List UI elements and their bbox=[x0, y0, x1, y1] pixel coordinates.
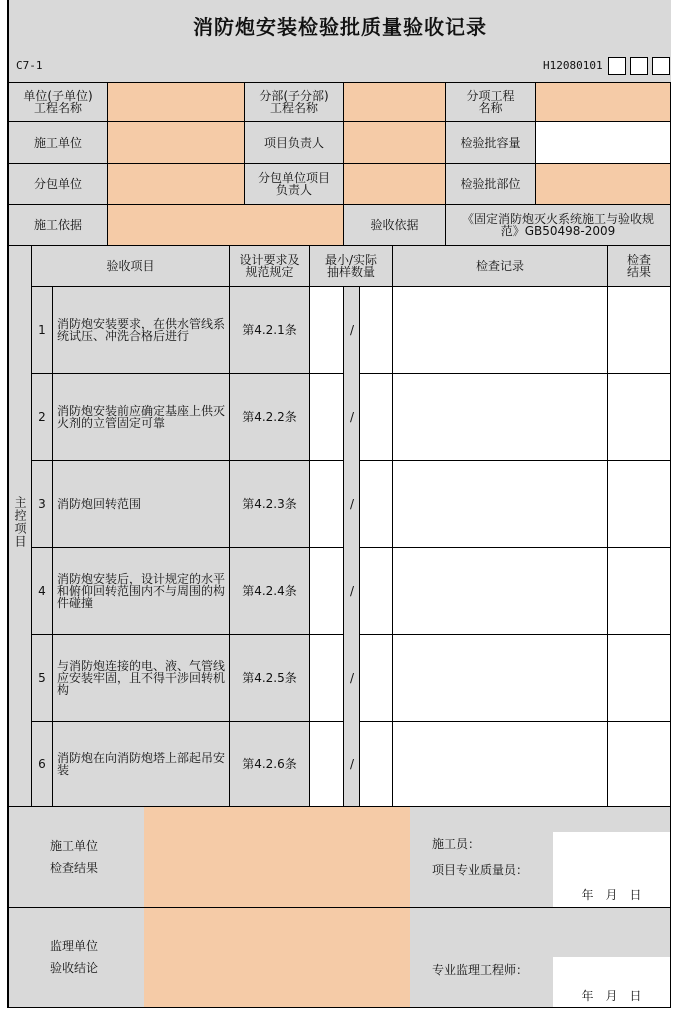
supervision-date: 年 月 日 bbox=[581, 989, 642, 1003]
category-main-control: 主控项目 bbox=[8, 245, 32, 807]
row-sample-slash: / bbox=[344, 722, 360, 806]
col-header-record: 检查记录 bbox=[392, 245, 608, 287]
col-header-sample: 最小/实际 抽样数量 bbox=[309, 245, 393, 287]
row-sample-min[interactable] bbox=[309, 460, 344, 548]
row-sample-min[interactable] bbox=[309, 286, 344, 374]
row-record[interactable] bbox=[392, 373, 608, 461]
row-record[interactable] bbox=[392, 721, 608, 807]
row-sample-min[interactable] bbox=[309, 634, 344, 722]
project-leader-input[interactable] bbox=[343, 121, 446, 164]
code-box-1[interactable] bbox=[608, 57, 626, 75]
row-sample-actual[interactable] bbox=[359, 547, 393, 635]
supervision-label-1: 监理单位 bbox=[50, 939, 99, 953]
row-record[interactable] bbox=[392, 547, 608, 635]
row-sample-actual[interactable] bbox=[359, 634, 393, 722]
sub-project-label: 分部(子分部) 工程名称 bbox=[244, 82, 344, 122]
row-result[interactable] bbox=[607, 373, 671, 461]
row-result[interactable] bbox=[607, 547, 671, 635]
supervision-engineer-label: 专业监理工程师： bbox=[432, 963, 529, 977]
construction-check-label-1: 施工单位 bbox=[50, 839, 99, 853]
project-leader-label: 项目负责人 bbox=[244, 121, 344, 164]
row-result[interactable] bbox=[607, 460, 671, 548]
row-number: 2 bbox=[31, 373, 53, 461]
row-number: 4 bbox=[31, 547, 53, 635]
construction-unit-label: 施工单位 bbox=[8, 121, 108, 164]
row-sample-min[interactable] bbox=[309, 373, 344, 461]
row-sample-actual[interactable] bbox=[359, 460, 393, 548]
subcontract-unit-label: 分包单位 bbox=[8, 163, 108, 205]
row-sample-actual[interactable] bbox=[359, 286, 393, 374]
row-item-text: 消防炮安装后，设计规定的水平和俯仰回转范围内不与周围的构件碰撞 bbox=[52, 547, 230, 635]
row-clause: 第4.2.6条 bbox=[229, 721, 310, 807]
item-project-label: 分项工程 名称 bbox=[445, 82, 536, 122]
form-code: C7-1 bbox=[16, 59, 43, 72]
batch-capacity-label: 检验批容量 bbox=[445, 121, 536, 164]
unit-project-label: 单位(子单位) 工程名称 bbox=[8, 82, 108, 122]
row-sample-slash: / bbox=[344, 548, 360, 634]
code-box-3[interactable] bbox=[652, 57, 670, 75]
row-item-text: 消防炮在向消防炮塔上部起吊安装 bbox=[52, 721, 230, 807]
construction-date: 年 月 日 bbox=[581, 888, 642, 902]
row-number: 6 bbox=[31, 721, 53, 807]
row-sample-slash: / bbox=[344, 461, 360, 547]
unit-project-input[interactable] bbox=[107, 82, 245, 122]
col-header-item: 验收项目 bbox=[31, 245, 230, 287]
row-sample-slash: / bbox=[344, 374, 360, 460]
row-sample-slash: / bbox=[344, 287, 360, 373]
subcontract-leader-input[interactable] bbox=[343, 163, 446, 205]
supervision-conclusion[interactable] bbox=[144, 908, 410, 1007]
row-record[interactable] bbox=[392, 286, 608, 374]
row-clause: 第4.2.4条 bbox=[229, 547, 310, 635]
row-record[interactable] bbox=[392, 634, 608, 722]
subcontract-unit-input[interactable] bbox=[107, 163, 245, 205]
row-clause: 第4.2.2条 bbox=[229, 373, 310, 461]
acceptance-basis-value: 《固定消防炮灭火系统施工与验收规范》GB50498-2009 bbox=[445, 204, 671, 246]
row-result[interactable] bbox=[607, 634, 671, 722]
item-project-input[interactable] bbox=[535, 82, 671, 122]
row-sample-min[interactable] bbox=[309, 721, 344, 807]
batch-capacity-input[interactable] bbox=[535, 121, 671, 164]
row-record[interactable] bbox=[392, 460, 608, 548]
worker-label: 施工员： bbox=[432, 837, 481, 851]
construction-basis-label: 施工依据 bbox=[8, 204, 108, 246]
row-result[interactable] bbox=[607, 286, 671, 374]
batch-location-label: 检验批部位 bbox=[445, 163, 536, 205]
row-item-text: 消防炮安装前应确定基座上供灭火剂的立管固定可靠 bbox=[52, 373, 230, 461]
construction-check-result[interactable] bbox=[144, 807, 410, 907]
supervision-label-2: 验收结论 bbox=[50, 961, 99, 975]
row-number: 3 bbox=[31, 460, 53, 548]
batch-location-input[interactable] bbox=[535, 163, 671, 205]
doc-code: H12080101 bbox=[543, 59, 603, 72]
construction-unit-input[interactable] bbox=[107, 121, 245, 164]
row-sample-min[interactable] bbox=[309, 547, 344, 635]
col-header-design: 设计要求及 规范规定 bbox=[229, 245, 310, 287]
row-clause: 第4.2.1条 bbox=[229, 286, 310, 374]
row-item-text: 消防炮安装要求，在供水管线系统试压、冲洗合格后进行 bbox=[52, 286, 230, 374]
row-number: 1 bbox=[31, 286, 53, 374]
subcontract-leader-label: 分包单位项目 负责人 bbox=[244, 163, 344, 205]
col-header-result: 检查 结果 bbox=[607, 245, 671, 287]
quality-officer-label: 项目专业质量员： bbox=[432, 863, 529, 877]
row-item-text: 消防炮回转范围 bbox=[52, 460, 230, 548]
page-title: 消防炮安装检验批质量验收记录 bbox=[193, 15, 487, 39]
row-number: 5 bbox=[31, 634, 53, 722]
row-item-text: 与消防炮连接的电、液、气管线应安装牢固，且不得干涉回转机构 bbox=[52, 634, 230, 722]
construction-basis-input[interactable] bbox=[107, 204, 344, 246]
row-sample-actual[interactable] bbox=[359, 373, 393, 461]
row-clause: 第4.2.3条 bbox=[229, 460, 310, 548]
sub-project-input[interactable] bbox=[343, 82, 446, 122]
row-sample-slash: / bbox=[344, 635, 360, 721]
row-clause: 第4.2.5条 bbox=[229, 634, 310, 722]
construction-check-label-2: 检查结果 bbox=[50, 861, 99, 875]
acceptance-basis-label: 验收依据 bbox=[343, 204, 446, 246]
row-sample-actual[interactable] bbox=[359, 721, 393, 807]
code-box-2[interactable] bbox=[630, 57, 648, 75]
row-result[interactable] bbox=[607, 721, 671, 807]
